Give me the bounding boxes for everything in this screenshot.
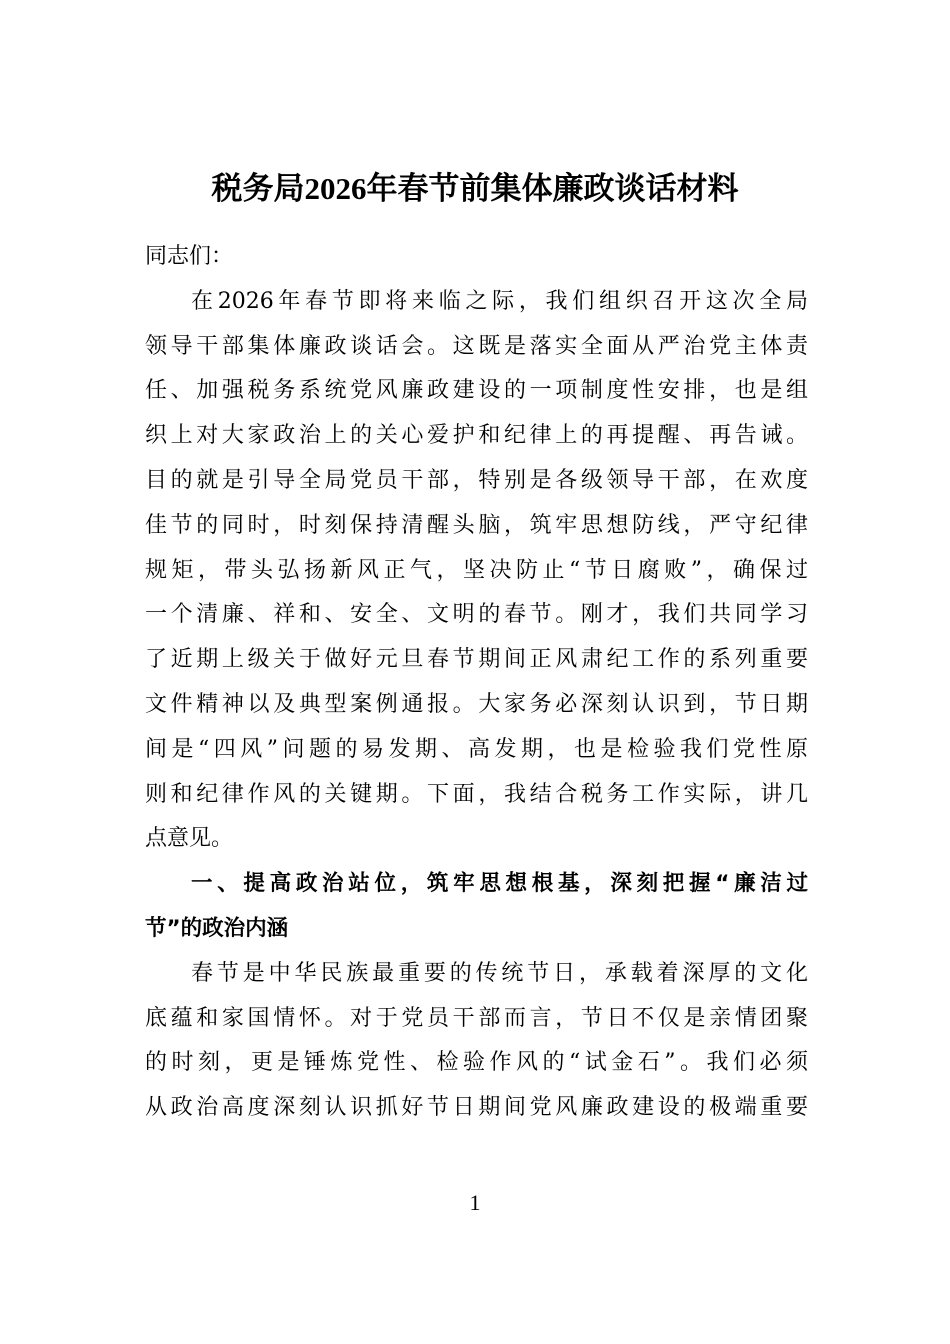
paragraph-line: 春节是中华民族最重要的传统节日，承载着深厚的文化 bbox=[191, 960, 808, 986]
paragraph-line: 在2026年春节即将来临之际，我们组织召开这次全局 bbox=[191, 288, 808, 314]
paragraph-line: 领导干部集体廉政谈话会。这既是落实全面从严治党主体责 bbox=[145, 333, 808, 359]
paragraph-line: 则和纪律作风的关键期。下面，我结合税务工作实际，讲几 bbox=[145, 781, 808, 807]
paragraph-line: 一个清廉、祥和、安全、文明的春节。刚才，我们共同学习 bbox=[145, 602, 808, 628]
paragraph-line: 间是“四风”问题的易发期、高发期，也是检验我们党性原 bbox=[145, 736, 808, 762]
page-number: 1 bbox=[469, 1190, 481, 1215]
paragraph-line: 任、加强税务系统党风廉政建设的一项制度性安排，也是组 bbox=[145, 378, 808, 404]
paragraph-line: 了近期上级关于做好元旦春节期间正风肃纪工作的系列重要 bbox=[145, 647, 808, 673]
paragraph-line: 从政治高度深刻认识抓好节日期间党风廉政建设的极端重要 bbox=[145, 1095, 808, 1121]
paragraph-line: 点意见。 bbox=[145, 826, 234, 852]
paragraph-line: 底蕴和家国情怀。对于党员干部而言，节日不仅是亲情团聚 bbox=[145, 1005, 808, 1031]
section-heading-line: 节”的政治内涵 bbox=[145, 915, 289, 941]
paragraph-line: 规矩，带头弘扬新风正气，坚决防止“节日腐败”，确保过 bbox=[145, 557, 808, 583]
section-heading-line: 一、提高政治站位，筑牢思想根基，深刻把握“廉洁过 bbox=[191, 871, 808, 897]
salutation: 同志们： bbox=[145, 244, 234, 269]
paragraph-line: 织上对大家政治上的关心爱护和纪律上的再提醒、再告诫。 bbox=[145, 423, 808, 449]
document-body bbox=[145, 235, 808, 1131]
paragraph-line: 目的就是引导全局党员干部，特别是各级领导干部，在欢度 bbox=[145, 467, 808, 493]
document-title: 税务局2026年春节前集体廉政谈话材料 bbox=[211, 171, 739, 206]
paragraph-line: 佳节的同时，时刻保持清醒头脑，筑牢思想防线，严守纪律 bbox=[145, 512, 808, 538]
paragraph-line: 的时刻，更是锤炼党性、检验作风的“试金石”。我们必须 bbox=[145, 1050, 808, 1076]
paragraph-line: 文件精神以及典型案例通报。大家务必深刻认识到，节日期 bbox=[145, 691, 808, 717]
